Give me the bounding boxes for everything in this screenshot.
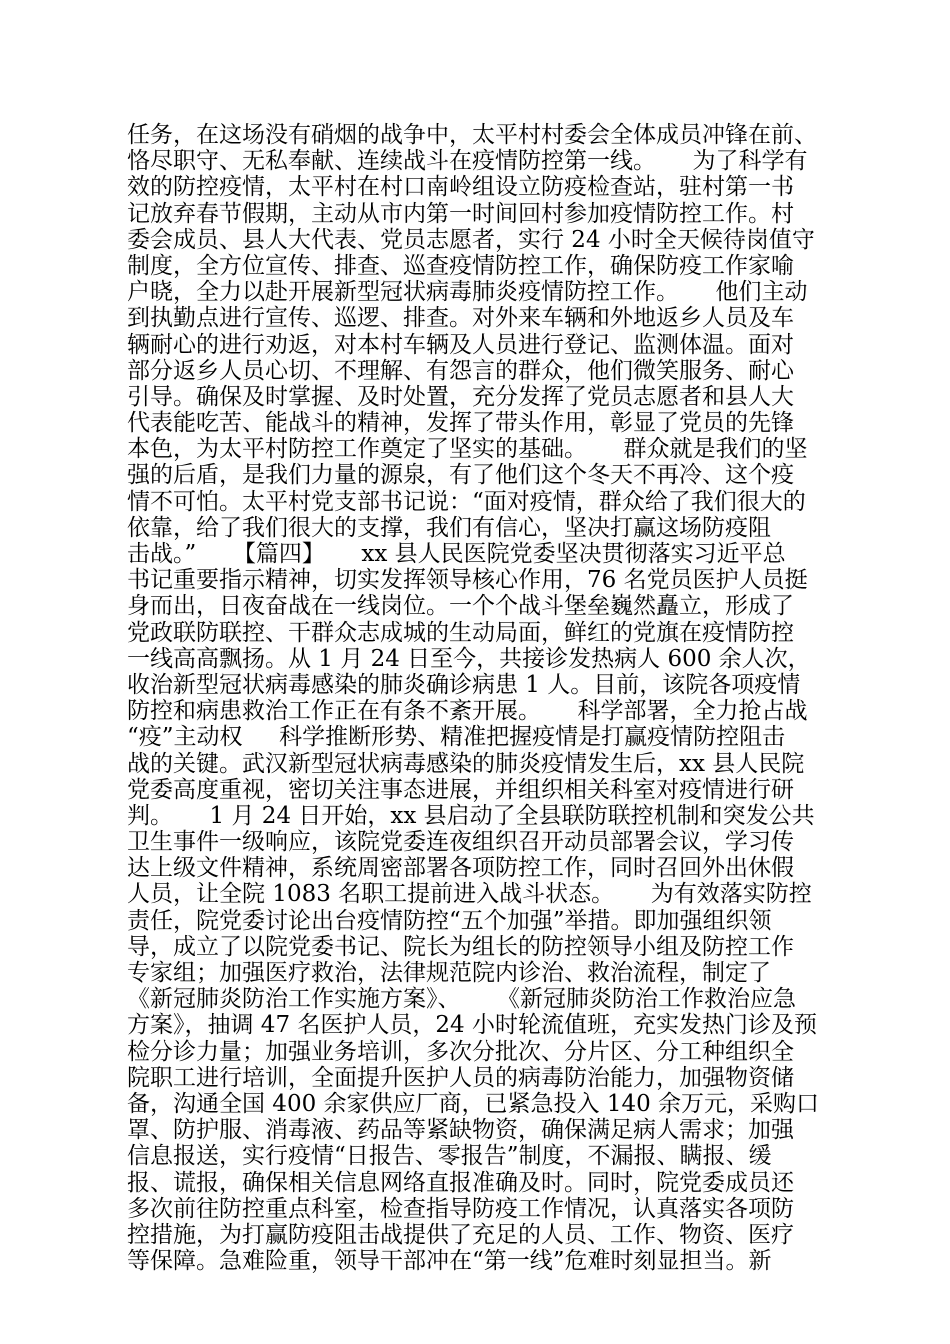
body-text [127, 122, 823, 1274]
text-line: 强的后盾，是我们力量的源泉，有了他们这个冬天不再冷、这个疫 [127, 462, 794, 489]
text-line: 制度，全方位宣传、排查、巡查疫情防控工作，确保防疫工作家喻 [127, 252, 794, 279]
text-line: 方案》，抽调 47 名医护人员，24 小时轮流值班，充实发热门诊及预 [127, 1012, 817, 1039]
text-line: 辆耐心的进行劝返，对本村车辆及人员进行登记、监测体温。面对 [127, 331, 794, 358]
text-line: 党政联防联控、干群众志成城的生动局面，鲜红的党旗在疫情防控 [127, 619, 794, 646]
text-line: 依靠，给了我们很大的支撑，我们有信心，坚决打赢这场防疫阻 [127, 514, 771, 541]
text-line: 恪尽职守、无私奉献、连续战斗在疫情防控第一线。 为了科学有 [127, 148, 808, 175]
text-line: 判。 1 月 24 日开始，xx 县启动了全县联防联控机制和突发公共 [127, 802, 815, 829]
text-line: 报、谎报，确保相关信息网络直报准确及时。同时，院党委成员还 [127, 1169, 794, 1196]
text-line: 户晓，全力以赴开展新型冠状病毒肺炎疫情防控工作。 他们主动 [127, 279, 808, 306]
text-line: 罩、防护服、消毒液、药品等紧缺物资，确保满足病人需求；加强 [127, 1117, 794, 1144]
text-line: 控措施，为打赢防疫阻击战提供了充足的人员、工作、物资、医疗 [127, 1221, 794, 1248]
text-line: 引导。确保及时掌握、及时处置，充分发挥了党员志愿者和县人大 [127, 383, 794, 410]
text-line: 一线高高飘扬。从 1 月 24 日至今，共接诊发热病人 600 余人次， [127, 645, 811, 672]
text-line: 达上级文件精神，系统周密部署各项防控工作，同时召回外出休假 [127, 855, 794, 882]
text-line: 院职工进行培训，全面提升医护人员的病毒防治能力，加强物资储 [127, 1064, 794, 1091]
text-line: 效的防控疫情，太平村在村口南岭组设立防疫检查站，驻村第一书 [127, 174, 794, 201]
text-line: 导，成立了以院党委书记、院长为组长的防控领导小组及防控工作 [127, 933, 794, 960]
text-line: 任务，在这场没有硝烟的战争中，太平村村委会全体成员冲锋在前、 [127, 122, 817, 148]
text-line: 本色，为太平村防控工作奠定了坚实的基础。 群众就是我们的坚 [127, 436, 808, 463]
text-line: 备，沟通全国 400 余家供应厂商，已紧急投入 140 余万元，采购口 [127, 1090, 820, 1117]
text-line: 卫生事件一级响应，该院党委连夜组织召开动员部署会议，学习传 [127, 829, 794, 856]
text-line: 责任，院党委讨论出台疫情防控“五个加强”举措。即加强组织领 [127, 907, 772, 934]
text-line: 情不可怕。太平村党支部书记说：“面对疫情，群众给了我们很大的 [127, 488, 806, 515]
text-line: 部分返乡人员心切、不理解、有怨言的群众，他们微笑服务、耐心 [127, 357, 794, 384]
text-line: 多次前往防控重点科室，检查指导防疫工作情况，认真落实各项防 [127, 1195, 794, 1222]
text-line: 《新冠肺炎防治工作实施方案》、 《新冠肺炎防治工作救治应急 [127, 986, 797, 1013]
text-line: 委会成员、县人大代表、党员志愿者，实行 24 小时全天候待岗值守 [127, 226, 815, 253]
text-line: 防控和病患救治工作正在有条不紊开展。 科学部署，全力抢占战 [127, 698, 808, 725]
text-line: 党委高度重视，密切关注事态进展，并组织相关科室对疫情进行研 [127, 776, 794, 803]
text-line: 检分诊力量；加强业务培训，多次分批次、分片区、分工种组织全 [127, 1038, 794, 1065]
text-line: 信息报送，实行疫情“日报告、零报告”制度，不漏报、瞒报、缓 [127, 1143, 772, 1170]
text-line: 身而出，日夜奋战在一线岗位。一个个战斗堡垒巍然矗立，形成了 [127, 593, 794, 620]
text-line: 等保障。急难险重，领导干部冲在“第一线”危难时刻显担当。新 [127, 1248, 772, 1275]
text-line: 专家组；加强医疗救治，法律规范院内诊治、救治流程，制定了 [127, 960, 771, 986]
text-line: 书记重要指示精神，切实发挥领导核心作用，76 名党员医护人员挺 [127, 567, 808, 594]
text-line: 收治新型冠状病毒感染的肺炎确诊病患 1 人。目前，该院各项疫情 [127, 671, 801, 698]
text-line: 代表能吃苦、能战斗的精神，发挥了带头作用，彰显了党员的先锋 [127, 410, 794, 437]
text-line: 击战。” 【篇四】 xx 县人民医院党委坚决贯彻落实习近平总 [127, 541, 786, 567]
text-line: 战的关键。武汉新型冠状病毒感染的肺炎疫情发生后，xx 县人民院 [127, 750, 805, 777]
text-line: “疫”主动权 科学推断形势、精准把握疫情是打赢疫情防控阻击 [127, 724, 786, 751]
text-line: 到执勤点进行宣传、巡逻、排查。对外来车辆和外地返乡人员及车 [127, 305, 794, 332]
text-line: 人员，让全院 1083 名职工提前进入战斗状态。 为有效落实防控 [127, 881, 812, 908]
text-line: 记放弃春节假期，主动从市内第一时间回村参加疫情防控工作。村 [127, 200, 794, 227]
